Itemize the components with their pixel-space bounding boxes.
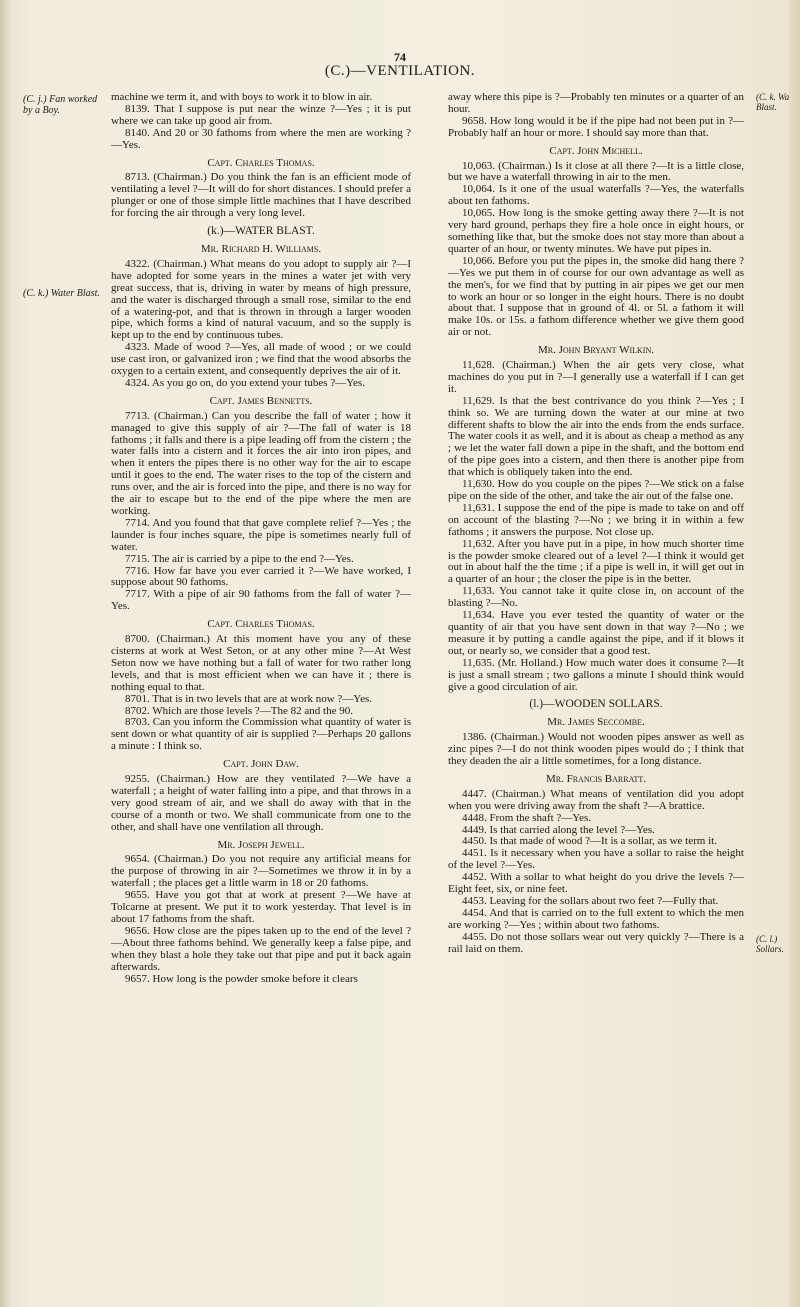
testimony-paragraph: 11,628. (Chairman.) When the air gets very close, what machines do you put in ?—I generally use a waterfall if I can get it. [448,359,744,395]
witness-name: Capt. John Daw. [223,758,299,771]
testimony-paragraph: 9657. How long is the powder smoke before it clears [125,972,358,985]
testimony-paragraph: 1386. (Chairman.) Would not wooden pipes answer as well as zinc pipes ?—I do not think wooden pipes would do ; I think that they deaden the air a little sometimes, for a long distance. [448,731,744,768]
testimony-paragraph: 8140. And 20 or 30 fathoms from where the men are working ?—Yes. [111,126,411,151]
testimony-paragraph: 7716. How far have you ever carried it ?—We have worked, I suppose about 90 fathoms. [111,564,411,589]
page-number: 74 [394,50,406,64]
testimony-paragraph: 4447. (Chairman.) What means of ventilation did you adopt when you were driving away from the shaft ?—A brattice. [448,787,744,812]
testimony-paragraph: 9255. (Chairman.) How are they ventilated ?—We have a waterfall ; a height of water falling into a pipe, and that throws in a very good stream of air, and we shall do away with that in the course of a month or two. We shall communicate from one to the other, and shall have one ventilation all through. [111,773,411,833]
testimony-paragraph: 4322. (Chairman.) What means do you adopt to supply air ?—I have adopted for some years in the mines a water jet with very great success, that is, driving in water by means of high pressure, and the water is discharged through a small rose, similar to the end of a watering-pot, and that is thrown in through a larger wooden pipe, which forms a kind of natural vacuum, and so the supply is kept up to the end by continuous tubes. [111,257,411,342]
subsection-heading: (k.)—WATER BLAST. [207,225,315,238]
witness-name: Capt. Charles Thomas. [207,156,315,169]
witness-name: Mr. Richard H. Williams. [200,242,322,255]
testimony-paragraph: 4324. As you go on, do you extend your tubes ?—Yes. [125,376,365,389]
testimony-paragraph: 8702. Which are those levels ?—The 82 and the 90. [125,704,353,717]
page-edge [788,0,800,1307]
testimony-paragraph: 4451. Is it necessary when you have a sollar to raise the height of the level ?—Yes. [448,847,744,872]
witness-name: Mr. Joseph Jewell. [217,838,305,851]
testimony-paragraph: 4455. Do not those sollars wear out very quickly ?—There is a rail laid on them. [448,930,744,955]
testimony-paragraph: away where this pipe is ?—Probably ten minutes or a quarter of an hour. [448,91,744,115]
testimony-paragraph: 11,633. You cannot take it quite close in, on account of the blasting ?—No. [448,585,744,610]
margin-note-right-water-blast [756,92,789,112]
testimony-paragraph: 10,066. Before you put the pipes in, the smoke did hang there ?—Yes we put them in of course for our own advantage as well as the men's, for we find that by putting in air pipes we get our men to work an hour or so longer in the eight hours. There is no doubt about that. I suppose that in ground of 4l. or 5l. a fathom it will make 10s. or 15s. a fathom difference whether we give them good air or not. [448,254,744,339]
testimony-paragraph: 8139. That I suppose is put near the winze ?—Yes ; it is put where we can take up good air from. [111,102,411,127]
testimony-paragraph: 8701. That is in two levels that are at work now ?—Yes. [125,692,373,705]
margin-note-right-label-3: (C. l.) [756,934,778,944]
witness-name: Capt. James Bennetts. [209,394,313,407]
testimony-paragraph: 11,630. How do you couple on the pipes ?—We stick on a false pipe on the side of the other, and take the air out of the false one. [448,478,744,502]
testimony-paragraph: 11,632. After you have put in a pipe, in how much shorter time is the powder smoke cleared out of a level ?—I think it would get out in about half the the time ; if a pipe is well in, it will get out in a quarter of an hour ; the closer the pipe is in the better. [448,537,744,586]
testimony-paragraph: 4454. And that is carried on to the full extent to which the men are working ?—Yes ; within about two fathoms. [448,906,744,931]
testimony-paragraph: 9654. (Chairman.) Do you not require any artificial means for the purpose of throwing in air ?—Sometimes we throw it in by a waterfall ; the places get a little warm in 18 or 20 fathoms. [111,853,411,890]
margin-note-right-label-4: Sollars. [756,944,784,954]
testimony-paragraph: 11,634. Have you ever tested the quantity of water or the quantity of air that you have sent down in that way ?—No ; we measure it by putting a candle against the pipe, and if it blows it out, or nearly so, we consider that a good test. [448,609,744,657]
testimony-paragraph: 11,629. Is that the best contrivance do you think ?—Yes ; I think so. We are turning down the water at our mine at two different shafts to blow the air into the ends from the ends surface. The water cools it as well, and it is about as cheap a method as any ; we let the water fall down a pipe in the shaft, and the bottom end of the pipe goes into a cistern, and then there is another pipe from that which is obliquely taken into the end. [448,394,744,479]
subsection-heading: (l.)—WOODEN SOLLARS. [529,698,663,711]
testimony-paragraph: 9655. Have you got that at work at present ?—We have at Tolcarne at present. We put it to work yesterday. That level is in about 17 fathoms from the shaft. [111,889,411,925]
margin-note-fan: (C. j.) Fan worked by a Boy. [23,94,98,116]
testimony-paragraph: 7714. And you found that that gave complete relief ?—Yes ; the launder is four inches square, the pipe is sometimes nearly full of water. [111,516,411,553]
testimony-paragraph: 4449. Is that carried along the level ?—Yes. [462,823,655,836]
margin-note-right-sollars [756,934,784,954]
testimony-paragraph: 4452. With a sollar to what height do you drive the levels ?—Eight feet, six, or nine feet. [448,871,744,896]
testimony-paragraph: 9656. How close are the pipes taken up to the end of the level ?—About three fathoms behind. We generally keep a false pipe, and when they blast a hole they take out that pipe and put it back again afterwards. [111,924,411,973]
witness-name: Mr. Francis Barratt. [545,772,647,785]
margin-note-right-label: (C. k. Wa [756,92,790,102]
testimony-paragraph: 4323. Made of wood ?—Yes, all made of wood ; or we could use cast iron, or galvanized iron ; we find that the wood absorbs the oxygen to a certain extent, and consequently deprives the air of it. [111,341,411,378]
witness-name: Capt. John Michell. [549,144,643,157]
testimony-paragraph: 7715. The air is carried by a pipe to the end ?—Yes. [125,552,354,565]
testimony-paragraph: 7713. (Chairman.) Can you describe the fall of water ; how it managed to give this supply of air ?—The fall of water is 18 fathoms ; it falls and there is a pipe leading off from the cistern ; the water falls into a cistern and it forces the air into iron pipes, and when it enters the pipes there is no other way for the air to escape until it goes to the end. The water rises to the top of the cistern and runs over, and the air is forced into the pipe, and there is no way for the air to escape but to the end of the pipe where the men are working. [111,409,411,517]
testimony-paragraph: 11,635. (Mr. Holland.) How much water does it consume ?—It is just a small stream ; two gallons a minute I should think would give a good circulation of air. [448,656,744,693]
margin-note-right-label-2: Blast. [756,102,777,112]
testimony-paragraph: 4453. Leaving for the sollars about two feet ?—Fully that. [462,895,719,907]
witness-name: Mr. John Bryant Wilkin. [538,344,654,357]
testimony-paragraph: 10,065. How long is the smoke getting away there ?—It is not very hard ground, perhaps they fire a hole once in eight hours, or something like that, but the smoke does not stay more than about a quarter of an hour, or twenty minutes. We have put pipes in. [448,207,744,255]
testimony-paragraph: 8703. Can you inform the Commission what quantity of water is sent down or what quantity of air is supplied ?—Perhaps 20 gallons a minute : I think so. [111,716,411,753]
margin-note-water-blast: (C. k.) Water Blast. [23,288,100,299]
testimony-paragraph: 7717. With a pipe of air 90 fathoms from the fall of water ?—Yes. [111,588,411,613]
testimony-paragraph: 9658. How long would it be if the pipe had not been put in ?—Probably half an hour or more. I should say more than that. [448,114,744,139]
testimony-paragraph: 10,063. (Chairman.) Is it close at all there ?—It is a little close, but we have a waterfall throwing in air to the men. [448,159,744,184]
section-heading: (C.)—VENTILATION. [324,63,476,79]
witness-name: Capt. Charles Thomas. [207,618,315,631]
testimony-paragraph: 4448. From the shaft ?—Yes. [462,811,592,824]
testimony-paragraph: 11,631. I suppose the end of the pipe is made to take on and off on account of the blasting ?—No ; we bring it in within a few fathoms ; it answers the purpose. Not close up. [448,501,744,538]
testimony-paragraph: 10,064. Is it one of the usual waterfalls ?—Yes, the waterfalls about ten fathoms. [448,183,744,208]
left-column [111,92,411,985]
right-column [448,92,744,956]
testimony-paragraph: 4450. Is that made of wood ?—It is a sollar, as we term it. [462,835,717,848]
testimony-paragraph: 8713. (Chairman.) Do you think the fan is an efficient mode of ventilating a level ?—It will do for short distances. I should prefer a plunger or one of those simple little machines that I have described for forcing the air through a very long level. [111,171,411,220]
page-spine [0,0,10,1307]
witness-name: Mr. James Seccombe. [547,716,645,729]
testimony-paragraph: 8700. (Chairman.) At this moment have you any of these cisterns at work at West Seton, or at any other mine ?—At West Seton now we have nothing but a fall of water for two rather long levels, and that is most efficient when we can have it ; there is nothing equal to that. [111,633,411,693]
testimony-paragraph: machine we term it, and with boys to work it to blow in air. [111,91,373,103]
